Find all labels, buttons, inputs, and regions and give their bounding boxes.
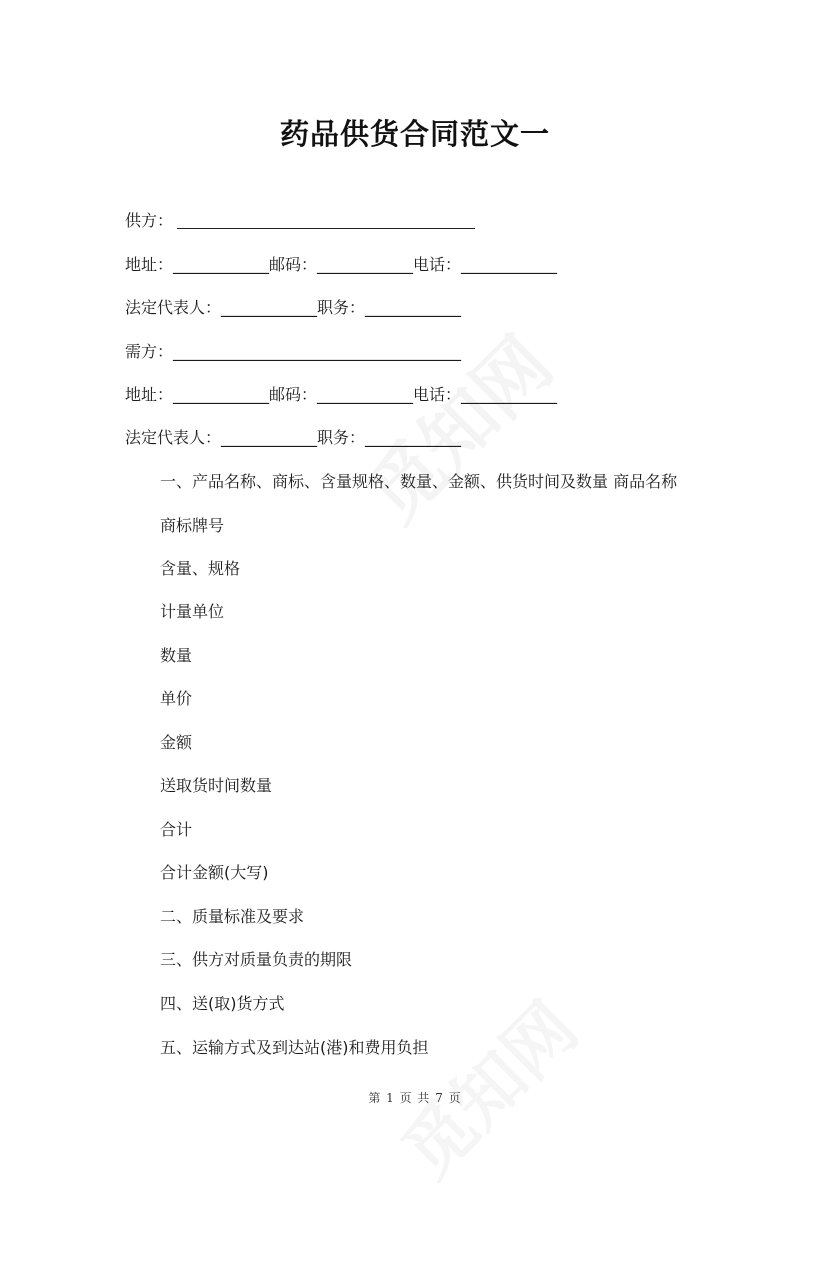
section-heading: 三、供方对质量负责的期限	[160, 950, 353, 969]
list-item: 计量单位	[160, 602, 225, 621]
list-item: 数量	[160, 646, 193, 665]
list-item: 送取货时间数量	[160, 776, 273, 795]
supplier-blank	[177, 212, 475, 229]
section-heading: 五、运输方式及到达站(港)和费用负担	[160, 1038, 429, 1057]
supplier-address-line: 地址：____________邮码：____________电话：____________	[125, 255, 558, 274]
supplier-label: 供方：	[125, 211, 174, 230]
list-item: 一、产品名称、商标、含量规格、数量、金额、供货时间及数量 商品名称	[160, 472, 678, 491]
buyer-rep-line: 法定代表人：____________职务：____________	[125, 428, 462, 447]
list-item: 金额	[160, 733, 193, 752]
list-item: 含量、规格	[160, 559, 241, 578]
list-item: 商标牌号	[160, 516, 225, 535]
list-item: 合计金额(大写)	[160, 863, 269, 882]
buyer-address-line: 地址：____________邮码：____________电话：____________	[125, 385, 558, 404]
section-heading: 二、质量标准及要求	[160, 907, 305, 926]
list-item: 合计	[160, 820, 193, 839]
list-item: 单价	[160, 689, 193, 708]
page-footer: 第 1 页 共 7 页	[368, 1091, 462, 1105]
supplier-rep-line: 法定代表人：____________职务：____________	[125, 298, 462, 317]
document-title: 药品供货合同范文一	[279, 117, 550, 151]
buyer-line: 需方：____________________________________	[125, 342, 462, 361]
section-heading: 四、送(取)货方式	[160, 994, 285, 1013]
supplier-line	[125, 210, 475, 232]
